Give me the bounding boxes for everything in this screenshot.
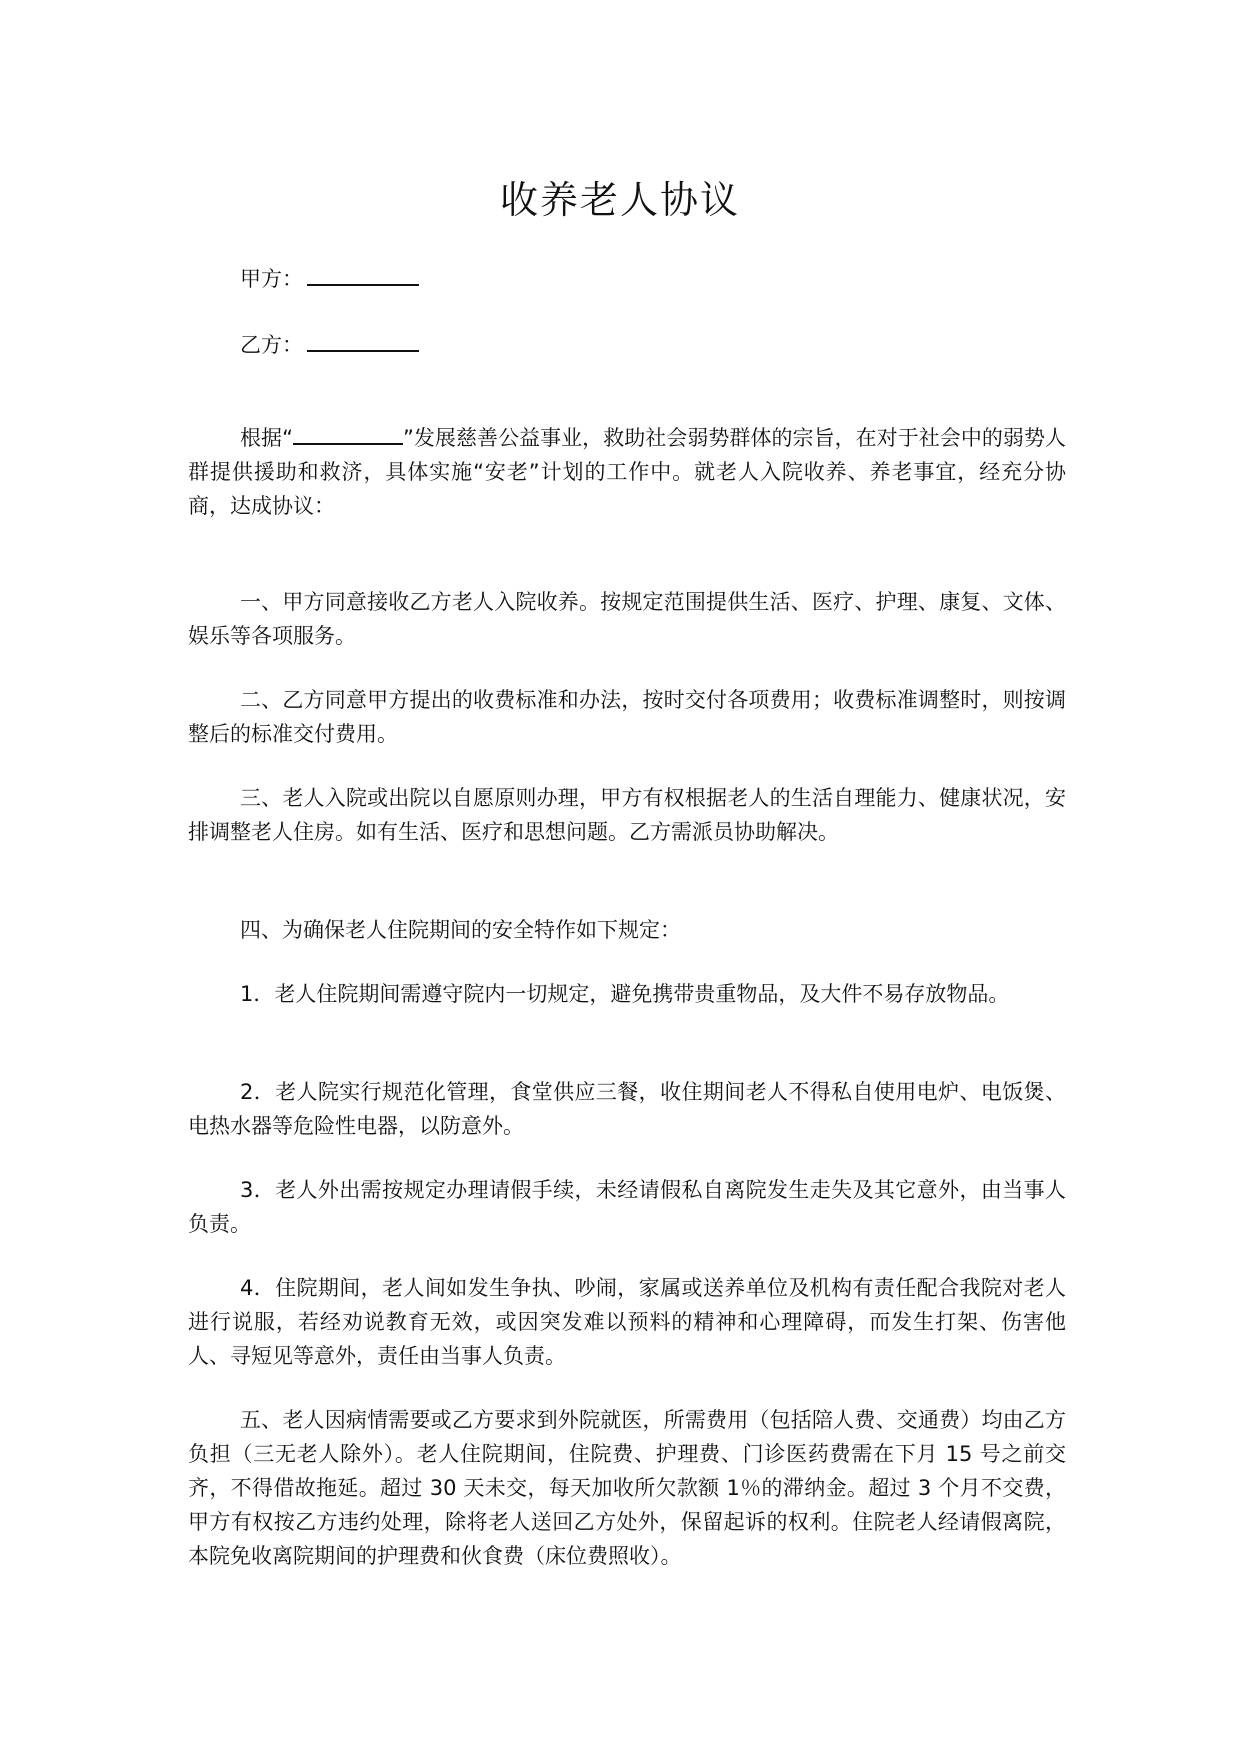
party-b-blank bbox=[307, 328, 419, 352]
clause-4: 四、为确保老人住院期间的安全特作如下规定： bbox=[240, 918, 681, 942]
party-a-line bbox=[240, 262, 419, 295]
clause-2: 二、乙方同意甲方提出的收费标准和办法，按时交付各项费用；收费标准调整时，则按调整后的标准交付费用。 bbox=[188, 688, 1066, 746]
intro-text-after: ”发展慈善公益事业，救助社会弱势群体的宗旨，在对于社会中的弱势人群提供援助和救济，具体实施“安老”计划的工作中。就老人入院收养、养老事宜，经充分协商，达成协议： bbox=[188, 426, 1066, 518]
clause-5: 五、老人因病情需要或乙方要求到外院就医，所需费用（包括陪人费、交通费）均由乙方负担（三无老人除外）。老人住院期间，住院费、护理费、门诊医药费需在下月 15 号之前交齐，不得借故拖延。超过 30 天未交，每天加收所欠款额 1％的滞纳金。超过 3 个月不交费，甲方有权按乙方违约处理，除将老人送回乙方处外，保留起诉的权利。住院老人经请假离院，本院免收离院期间的护理费和伙食费（床位费照收）。 bbox=[188, 1408, 1066, 1568]
clause-3: 三、老人入院或出院以自愿原则办理，甲方有权根据老人的生活自理能力、健康状况，安排调整老人住房。如有生活、医疗和思想问题。乙方需派员协助解决。 bbox=[188, 786, 1066, 844]
organization-blank bbox=[293, 421, 403, 445]
clause-4-item-4: 4．住院期间，老人间如发生争执、吵闹，家属或送养单位及机构有责任配合我院对老人进行说服，若经劝说教育无效，或因突发难以预料的精神和心理障碍，而发生打架、伤害他人、寻短见等意外，责任由当事人负责。 bbox=[188, 1276, 1066, 1368]
party-b-line bbox=[240, 328, 419, 361]
party-b-label: 乙方： bbox=[240, 333, 303, 357]
clause-1: 一、甲方同意接收乙方老人入院收养。按规定范围提供生活、医疗、护理、康复、文体、娱乐等各项服务。 bbox=[188, 590, 1066, 648]
party-a-label: 甲方： bbox=[240, 267, 303, 291]
document-title: 收养老人协议 bbox=[499, 178, 740, 222]
clause-4-item-1: 1．老人住院期间需遵守院内一切规定，避免携带贵重物品，及大件不易存放物品。 bbox=[240, 982, 1010, 1006]
clause-4-item-2: 2．老人院实行规范化管理，食堂供应三餐，收住期间老人不得私自使用电炉、电饭煲、电热水器等危险性电器，以防意外。 bbox=[188, 1080, 1066, 1138]
intro-text-before: 根据“ bbox=[240, 426, 293, 450]
clause-4-item-3: 3．老人外出需按规定办理请假手续，未经请假私自离院发生走失及其它意外，由当事人负责。 bbox=[188, 1178, 1066, 1236]
intro-paragraph bbox=[188, 421, 1066, 523]
party-a-blank bbox=[307, 262, 419, 286]
